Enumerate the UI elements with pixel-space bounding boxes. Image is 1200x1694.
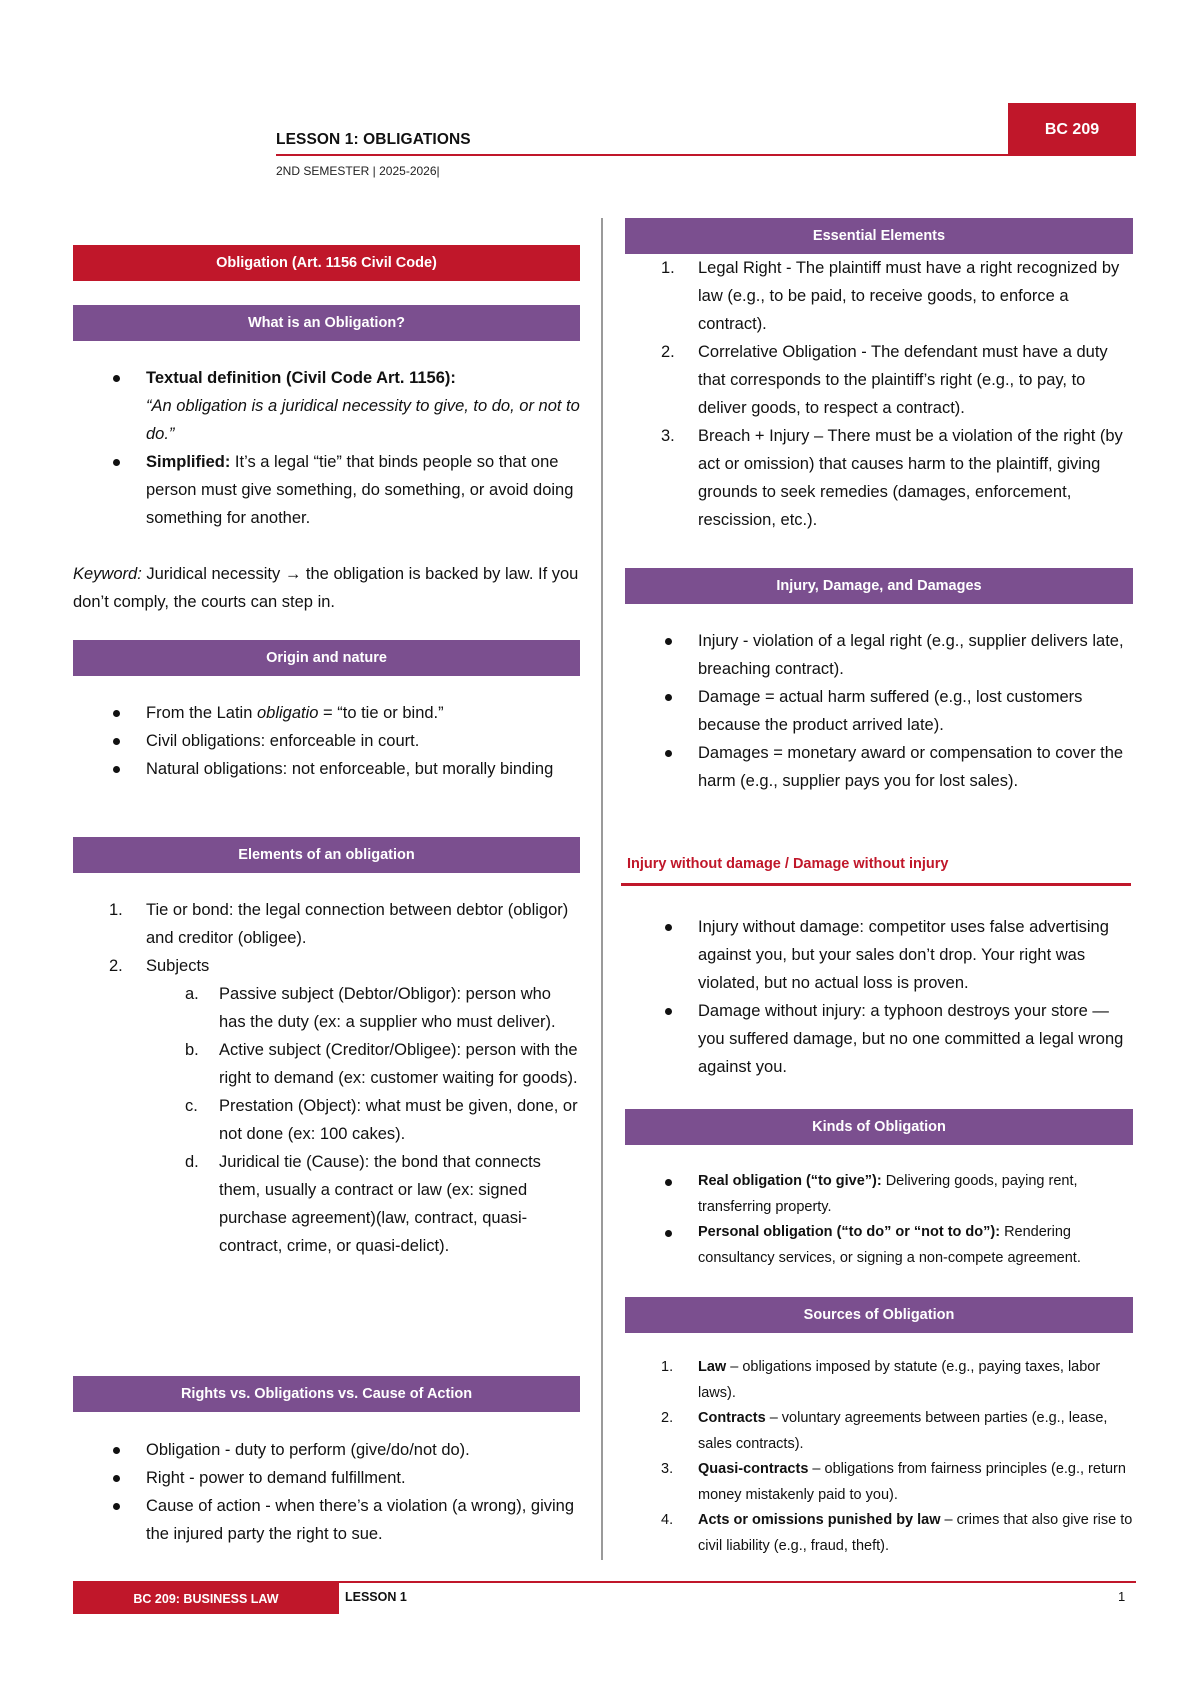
list-item: Damage = actual harm suffered (e.g., lost customers because the product arrived late). xyxy=(698,683,1134,739)
list-item xyxy=(146,448,582,532)
bullet-icon xyxy=(113,1503,120,1510)
bullet-icon xyxy=(113,766,120,773)
section-bar-what-is-obligation: What is an Obligation? xyxy=(73,305,580,341)
list-item-label: Textual definition (Civil Code Art. 1156): xyxy=(146,369,456,387)
latin-term: obligatio xyxy=(256,704,319,722)
list-item-text: It’s a legal “tie” that binds people so that one person must give something, do something, or avoid doing something for another. xyxy=(146,453,574,527)
list-item: 4. Acts or omissions punished by law – crimes that also give rise to civil liability (e.g., fraud, theft). xyxy=(661,1512,1133,1554)
list-item: Cause of action - when there’s a violation (a wrong), giving the injured party the right to sue. xyxy=(146,1492,586,1548)
list-item: a. Passive subject (Debtor/Obligor): person who has the duty (ex: a supplier who must deliver). xyxy=(185,985,556,1031)
bullet-icon xyxy=(665,924,672,931)
list-item: Civil obligations: enforceable in court. xyxy=(146,727,582,755)
elements-list xyxy=(109,896,582,980)
bullet-icon xyxy=(665,1179,672,1186)
semester-label: 2ND SEMESTER | 2025-2026| xyxy=(276,164,440,178)
list-item: 2. Contracts – voluntary agreements between parties (e.g., lease, sales contracts). xyxy=(661,1410,1108,1452)
keyword-text: Juridical necessity → the obligation is backed by law. If you don’t comply, the courts can step in. xyxy=(73,565,579,611)
list-item: 1. Law – obligations imposed by statute (e.g., paying taxes, labor laws). xyxy=(661,1359,1101,1401)
essential-list xyxy=(661,254,1134,534)
bullet-icon xyxy=(113,1475,120,1482)
bullet-icon xyxy=(113,738,120,745)
column-divider xyxy=(601,218,603,1560)
list-item: Obligation - duty to perform (give/do/not do). xyxy=(146,1436,586,1464)
page-number: 1 xyxy=(1118,1589,1126,1604)
definition-quote: “An obligation is a juridical necessity to give, to do, or not to do.” xyxy=(146,397,580,443)
list-item: 3. Quasi-contracts – obligations from fairness principles (e.g., return money mistakenly paid to you). xyxy=(661,1461,1126,1503)
list-item: 2. Subjects xyxy=(109,957,210,975)
bullet-icon xyxy=(665,1230,672,1237)
list-item-label: Simplified: xyxy=(146,453,231,471)
list-item: c. Prestation (Object): what must be given, done, or not done (ex: 100 cakes). xyxy=(185,1097,578,1143)
list-item: Natural obligations: not enforceable, but morally binding xyxy=(146,755,582,783)
section-bar-essential-elements: Essential Elements xyxy=(625,218,1133,254)
subheading-rule xyxy=(621,883,1131,886)
list-item: 1. Legal Right - The plaintiff must have a right recognized by law (e.g., to be paid, to receive goods, to enforce a contract). xyxy=(661,259,1120,333)
without-list xyxy=(698,913,1138,1081)
keyword-note xyxy=(73,560,583,616)
bullet-icon xyxy=(113,710,120,717)
course-tag: BC 209 xyxy=(1008,103,1136,156)
list-item: d. Juridical tie (Cause): the bond that connects them, usually a contract or law (ex: signed purchase agreement)(law, contract, quasi-contract, crime, or quasi-delict). xyxy=(185,1153,541,1255)
section-bar-injury: Injury, Damage, and Damages xyxy=(625,568,1133,604)
section-bar-origin: Origin and nature xyxy=(73,640,580,676)
list-item: Damage without injury: a typhoon destroys your store — you suffered damage, but no one committed a legal wrong against you. xyxy=(698,997,1138,1081)
header-rule xyxy=(276,154,1136,156)
list-item: Damages = monetary award or compensation to cover the harm (e.g., supplier pays you for lost sales). xyxy=(698,739,1134,795)
list-item: b. Active subject (Creditor/Obligee): person with the right to demand (ex: customer waiting for goods). xyxy=(185,1041,578,1087)
bullet-icon xyxy=(113,375,120,382)
list-item: Right - power to demand fulfillment. xyxy=(146,1464,586,1492)
footer-course: BC 209: BUSINESS LAW xyxy=(73,1583,339,1614)
list-item: Real obligation (“to give”): Delivering goods, paying rent, transferring property. xyxy=(698,1169,1138,1220)
list-item: From the Latin obligatio = “to tie or bind.” xyxy=(146,699,582,727)
list-item: Injury without damage: competitor uses false advertising against you, but your sales don’t drop. Your right was violated, but no actual loss is proven. xyxy=(698,913,1138,997)
injury-list xyxy=(698,627,1134,795)
footer-lesson: LESSON 1 xyxy=(345,1590,407,1604)
section-bar-sources: Sources of Obligation xyxy=(625,1297,1133,1333)
list-item: 1. Tie or bond: the legal connection between debtor (obligor) and creditor (obligee). xyxy=(109,901,569,947)
keyword-label: Keyword: xyxy=(73,565,142,583)
rights-list xyxy=(146,1436,586,1548)
section-bar-kinds: Kinds of Obligation xyxy=(625,1109,1133,1145)
bullet-icon xyxy=(665,638,672,645)
bullet-icon xyxy=(113,1447,120,1454)
list-item xyxy=(146,364,582,448)
bullet-icon xyxy=(665,1008,672,1015)
list-item: Injury - violation of a legal right (e.g., supplier delivers late, breaching contract). xyxy=(698,627,1134,683)
bullet-icon xyxy=(665,694,672,701)
section-bar-obligation: Obligation (Art. 1156 Civil Code) xyxy=(73,245,580,281)
bullet-icon xyxy=(113,459,120,466)
subjects-list xyxy=(185,980,581,1260)
origin-list xyxy=(146,699,582,783)
sources-list xyxy=(661,1355,1138,1559)
page-title: LESSON 1: OBLIGATIONS xyxy=(276,131,471,148)
subheading-injury-without-damage: Injury without damage / Damage without injury xyxy=(627,856,949,872)
list-item: 3. Breach + Injury – There must be a violation of the right (by act or omission) that causes harm to the plaintiff, giving grounds to seek remedies (damages, enforcement, rescission, etc.). xyxy=(661,427,1123,529)
bullet-icon xyxy=(665,750,672,757)
section-bar-elements: Elements of an obligation xyxy=(73,837,580,873)
list-item: 2. Correlative Obligation - The defendant must have a duty that corresponds to the plaintiff’s right (e.g., to pay, to deliver goods, to respect a contract). xyxy=(661,343,1108,417)
list-item: Personal obligation (“to do” or “not to do”): Rendering consultancy services, or signing a non-compete agreement. xyxy=(698,1220,1138,1271)
what-list xyxy=(146,364,582,532)
section-bar-rights: Rights vs. Obligations vs. Cause of Action xyxy=(73,1376,580,1412)
kinds-list xyxy=(698,1169,1138,1271)
